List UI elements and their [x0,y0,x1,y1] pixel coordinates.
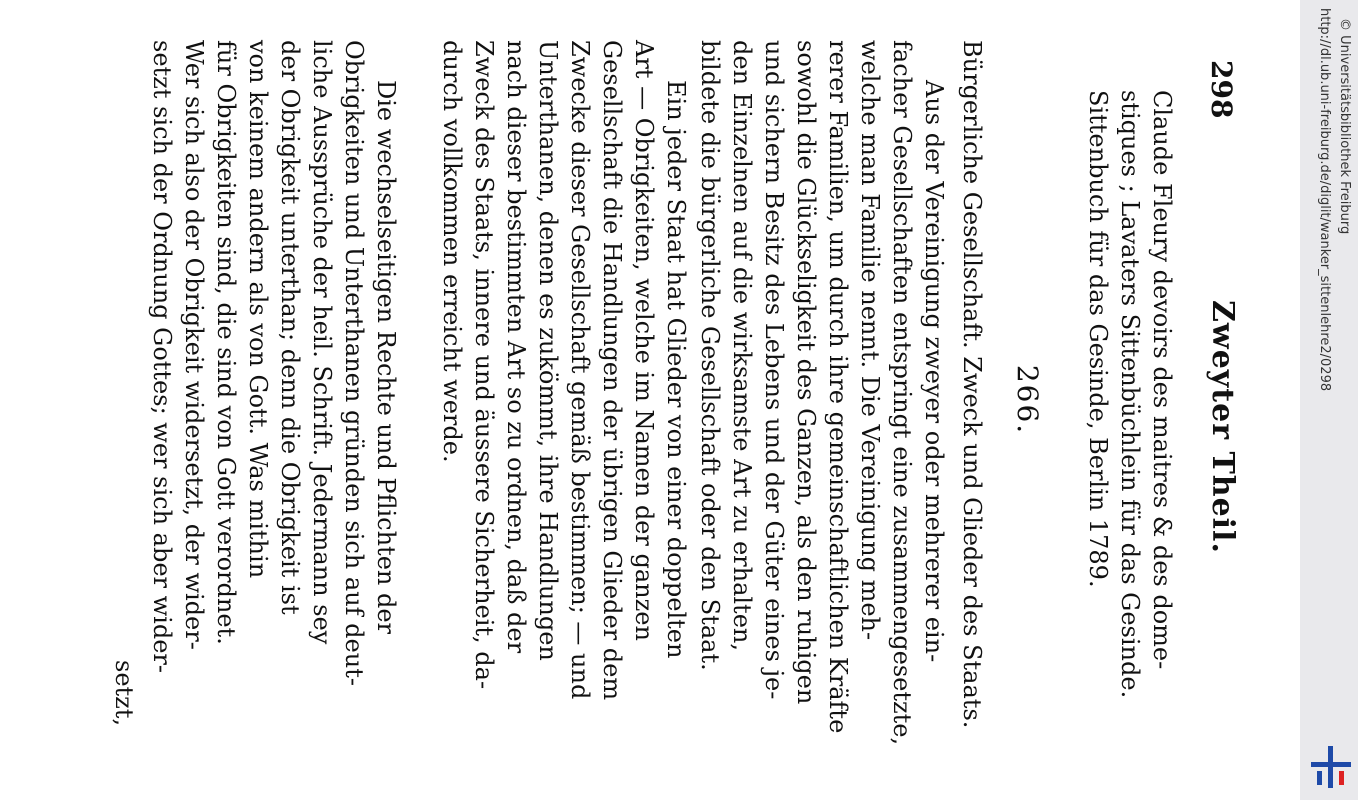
catchword: setzt, [110,660,138,727]
section-number: 266. [1011,364,1044,436]
page-header [1200,40,1240,760]
text-line: von keinem andern als von Gott. Was mithin [244,40,272,579]
text-line: welche man Familie nennt. Die Vereinigung meh- [856,40,884,641]
text-line: und sichern Besitz des Lebens und der Güter eines je- [760,40,788,700]
text-line: stiques ; Lavaters Sittenbüchlein für das Gesinde. [1116,90,1144,699]
text-line: durch vollkommen erreicht werde. [438,40,466,463]
text-line: sowohl die Glückseligkeit des Ganzen, als den ruhigen [792,40,820,705]
running-head: Zweyter Theil. [1205,300,1240,554]
text-line: Bürgerliche Gesellschaft. Zweck und Glieder des Staats. [958,40,986,729]
text-line: setzt sich der Ordnung Gottes; wer sich aber wider- [148,40,176,673]
text-line: Obrigkeiten und Unterthanen gründen sich auf deut- [340,40,368,686]
copyright-notice: © Universitätsbibliothek Freiburg [1337,18,1352,235]
source-url[interactable]: http://dl.ub.uni-freiburg.de/diglit/wanker_sittenlehre2/0298 [1317,8,1332,392]
text-line: bildete die bürgerliche Gesellschaft oder den Staat. [696,40,724,671]
text-line: Wer sich also der Obrigkeit widersetzt, der wider- [180,40,208,650]
text-line: Die wechselseitigen Rechte und Pflichten der [372,80,400,635]
text-line: Gesellschaft die Handlungen der übrigen Glieder dem [598,40,626,701]
text-line: Zweck des Staats, innere und äussere Sicherheit, da- [470,40,498,690]
ub-freiburg-logo-icon[interactable] [1311,746,1351,788]
rotated-text-block [0,40,1240,760]
text-line: facher Gesellschaften entspringt eine zusammengesetzte, [888,40,916,746]
text-line: Unterthanen, denen es zukömmt, ihre Handlungen [534,40,562,661]
text-line: Art — Obrigkeiten, welche im Namen der ganzen [630,40,658,641]
text-line: liche Aussprüche der heil. Schrift. Jedermann sey [308,40,336,645]
text-line: Zwecke dieser Gesellschaft gemäß bestimmen; — und [566,40,594,700]
text-line: Claude Fleury devoirs des maitres & des dome- [1148,90,1176,670]
text-line: Ein jeder Staat hat Glieder von einer doppelten [662,80,690,659]
page-number: 298 [1205,60,1238,119]
text-line: Aus der Vereinigung zweyer oder mehrerer ein- [920,80,948,663]
text-line: der Obrigkeit unterthan; denn die Obrigkeit ist [276,40,304,615]
text-line: nach dieser bestimmten Art so zu ordnen, daß der [502,40,530,654]
text-line: Sittenbuch für das Gesinde, Berlin 1789. [1084,90,1112,588]
text-line: den Einzelnen auf die wirksamste Art zu erhalten, [728,40,756,651]
text-line: rerer Familien, um durch ihre gemeinschaftlichen Kräfte [824,40,852,734]
text-line: für Obrigkeiten sind, die sind von Gott verordnet. [212,40,240,645]
